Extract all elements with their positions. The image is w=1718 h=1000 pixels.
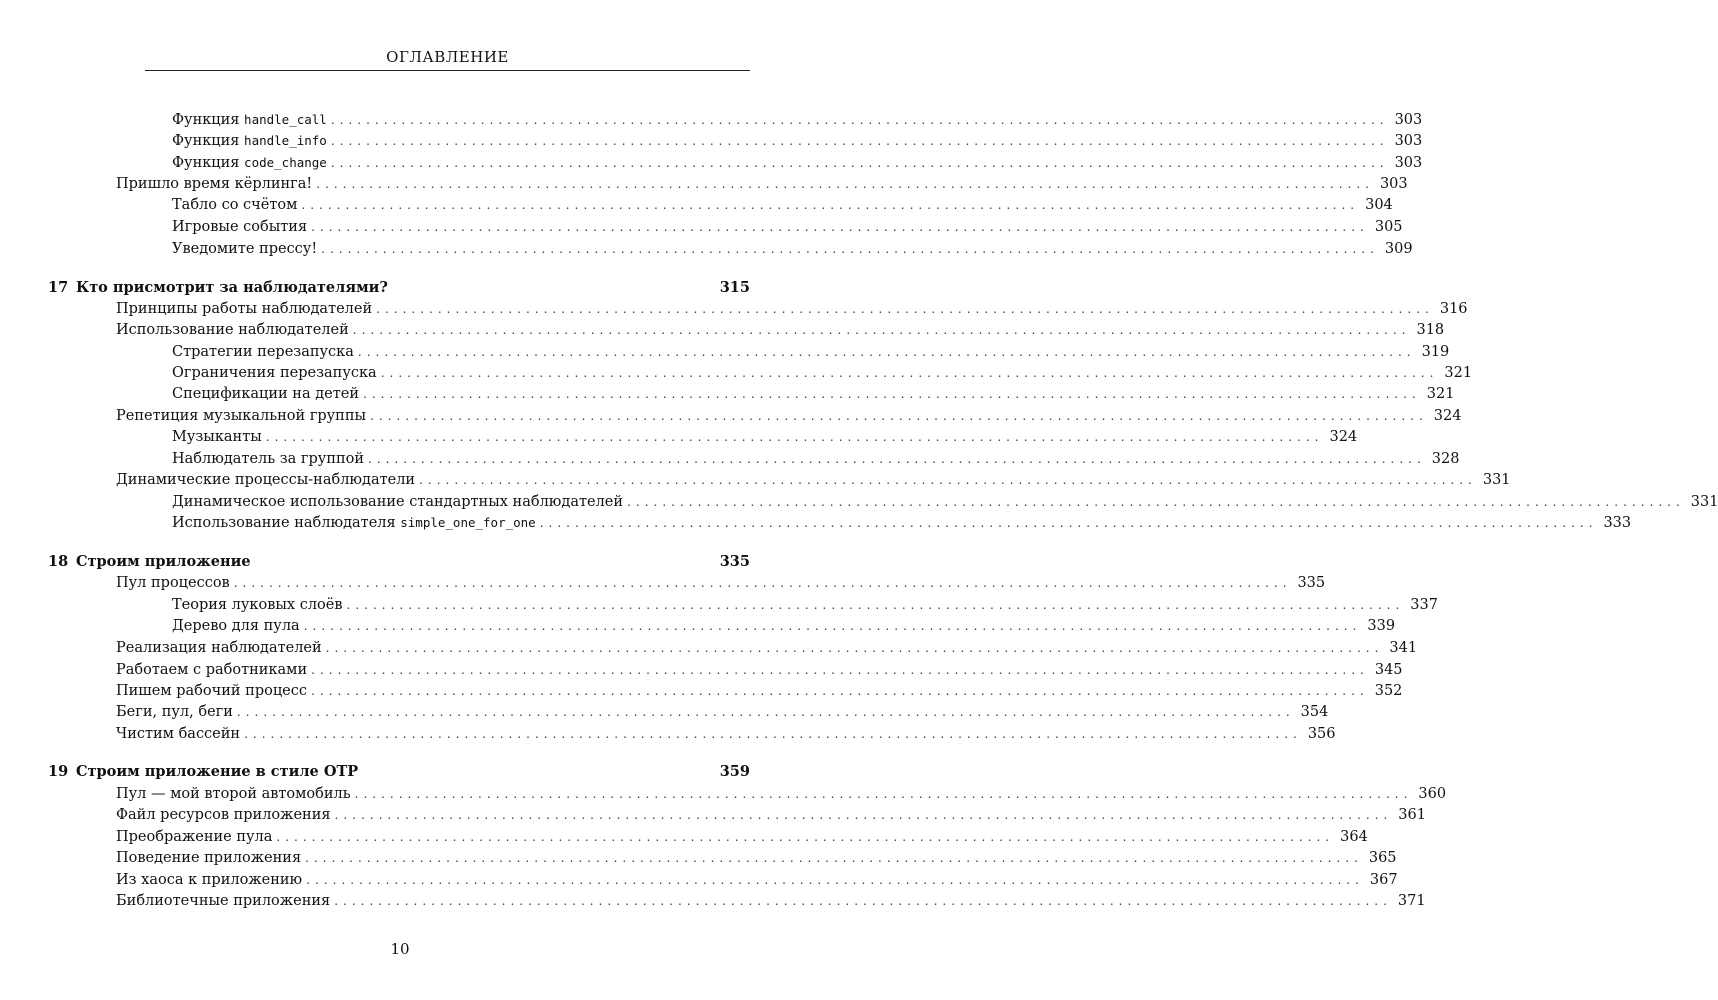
dot-leader: ........................................................................................................................ [539, 516, 1598, 530]
dot-leader: ........................................................................................................................ [354, 787, 1413, 801]
toc-entry-title [172, 217, 307, 237]
toc-page-number: 309 [1384, 241, 1413, 257]
toc-entry[interactable] [116, 299, 1468, 319]
toc-page-number: 328 [1431, 451, 1460, 467]
toc-page-number: 318 [1416, 322, 1445, 338]
toc-page-number: 335 [719, 553, 750, 570]
toc-page-number: 304 [1365, 197, 1393, 213]
dot-leader: ........................................................................................................................ [265, 430, 1324, 444]
title-text: Строим приложение [76, 553, 251, 570]
title-text: Использование наблюдателей [116, 322, 349, 338]
toc-entry-title [172, 384, 359, 404]
dot-leader: ........................................................................................................................ [376, 302, 1434, 316]
toc-page-number: 303 [1394, 133, 1423, 149]
toc-entry[interactable] [172, 616, 1396, 636]
toc-entry-title [116, 174, 312, 194]
toc-entry[interactable] [116, 681, 1403, 701]
title-text: Преображение пула [116, 829, 273, 845]
toc-entry[interactable] [116, 870, 1398, 890]
title-text: Работаем с работниками [116, 662, 308, 678]
toc-entry-title [116, 638, 322, 658]
toc-entry[interactable] [116, 660, 1403, 680]
toc-entry[interactable] [172, 153, 1423, 173]
title-text: Реализация наблюдателей [116, 640, 322, 656]
toc-entry[interactable] [116, 827, 1368, 847]
toc-page-number: 367 [1369, 872, 1398, 888]
toc-entry-title [116, 848, 301, 868]
chapter-number: 17 [48, 279, 69, 296]
title-text: Ограничения перезапуска [172, 365, 377, 381]
dot-leader: ........................................................................................................................ [311, 663, 1369, 677]
toc-entry[interactable] [172, 217, 1403, 237]
toc-page-number: 335 [1297, 575, 1326, 591]
title-text: Из хаоса к приложению [116, 872, 303, 888]
title-text: Динамические процессы-наблюдатели [116, 472, 416, 488]
toc-entry[interactable] [172, 595, 1438, 615]
toc-entry[interactable] [116, 406, 1462, 426]
toc-entry[interactable] [116, 891, 1426, 911]
title-text: Принципы работы наблюдателей [116, 301, 373, 317]
toc-entry[interactable] [116, 702, 1329, 722]
title-text: Кто присмотрит за наблюдателями? [76, 279, 388, 296]
title-text: Табло со счётом [172, 197, 298, 213]
dot-leader: ........................................................................................................................ [357, 345, 1416, 359]
toc-entry-title [172, 363, 377, 383]
toc-entry-title [116, 805, 331, 825]
toc-entry[interactable] [116, 573, 1326, 593]
toc-page-number: 361 [1398, 807, 1426, 823]
toc-entry-title [116, 406, 366, 426]
title-text: Репетиция музыкальной группы [116, 408, 367, 424]
toc-entry[interactable] [116, 784, 1447, 804]
toc-entry-title [172, 513, 536, 533]
dot-leader: ........................................................................................................................ [368, 452, 1426, 466]
dot-leader: ........................................................................................................................ [325, 641, 1384, 655]
toc-page-number: 319 [1421, 344, 1450, 360]
toc-entry[interactable] [172, 363, 1473, 383]
toc-entry[interactable] [172, 239, 1413, 259]
title-text: Уведомите прессу! [172, 241, 318, 257]
dot-leader: ........................................................................................................................ [334, 894, 1392, 908]
title-text: Строим приложение в стиле OTP [76, 763, 359, 780]
toc-entry[interactable] [172, 492, 1718, 512]
toc-page-number: 356 [1307, 726, 1336, 742]
dot-leader: ........................................................................................................................ [233, 576, 1292, 590]
page-header-title: ОГЛАВЛЕНИЕ [386, 48, 509, 66]
toc-page-number: 315 [719, 279, 750, 296]
page-number: 10 [390, 940, 410, 958]
toc-page-number: 321 [1426, 386, 1455, 402]
title-text: Пришло время кёрлинга! [116, 176, 313, 192]
toc-entry-title [116, 724, 240, 744]
chapter-number: 18 [48, 553, 69, 570]
toc-entry-title [172, 342, 354, 362]
code-identifier: handle_call [244, 112, 327, 127]
title-text: Пишем рабочий процесс [116, 683, 307, 699]
toc-page-number: 316 [1439, 301, 1468, 317]
toc-page-number: 365 [1368, 850, 1397, 866]
toc-entry-title [116, 702, 233, 722]
toc-entry-title [116, 681, 307, 701]
dot-leader: ........................................................................................................................ [346, 598, 1405, 612]
toc-entry-title [116, 320, 349, 340]
toc-entry-title [116, 660, 307, 680]
title-text: Стратегии перезапуска [172, 344, 354, 360]
dot-leader: ........................................................................................................................ [627, 495, 1685, 509]
dot-leader: ........................................................................................................................ [306, 873, 1364, 887]
toc-entry[interactable] [172, 342, 1450, 362]
toc-page-number: 345 [1374, 662, 1403, 678]
toc-entry-title [116, 573, 230, 593]
toc-entry-title [172, 195, 297, 215]
toc-page-number: 324 [1329, 429, 1358, 445]
toc-entry[interactable] [116, 724, 1336, 744]
title-text: Наблюдатель за группой [172, 451, 365, 467]
toc-entry-title [116, 891, 330, 911]
toc-entry[interactable] [172, 131, 1423, 151]
toc-entry-title [116, 299, 372, 319]
title-text: Музыканты [172, 429, 262, 445]
dot-leader: ........................................................................................................................ [244, 727, 1302, 741]
chapter-number: 19 [48, 763, 69, 780]
dot-leader: ........................................................................................................................ [303, 619, 1362, 633]
toc-entry[interactable] [116, 638, 1418, 658]
dot-leader: ........................................................................................................................ [321, 242, 1379, 256]
title-text: Беги, пул, беги [116, 704, 233, 720]
toc-page-number: 331 [1482, 472, 1511, 488]
toc-entry-title [172, 427, 262, 447]
toc-page-number: 305 [1374, 219, 1403, 235]
title-text: Пул — мой второй автомобиль [116, 786, 351, 802]
dot-leader: ........................................................................................................................ [276, 830, 1335, 844]
dot-leader: ........................................................................................................................ [419, 473, 1477, 487]
title-text: Чистим бассейн [116, 726, 241, 742]
toc-page-number: 352 [1374, 683, 1403, 699]
toc-entry-title [48, 552, 251, 572]
toc-page-number: 333 [1603, 515, 1632, 531]
toc-entry-title [172, 110, 327, 130]
code-identifier: code_change [244, 155, 327, 170]
toc-entry-title [116, 827, 272, 847]
title-text: Файл ресурсов приложения [116, 807, 331, 823]
toc-chapter-entry[interactable] [48, 278, 750, 298]
dot-leader: ........................................................................................................................ [236, 705, 1295, 719]
toc-page-number: 331 [1690, 494, 1718, 510]
dot-leader: ........................................................................................................................ [352, 323, 1411, 337]
toc-page-number: 339 [1367, 618, 1396, 634]
title-text: Теория луковых слоёв [172, 597, 343, 613]
toc-page-number: 371 [1397, 893, 1426, 909]
toc-page-number: 303 [1394, 155, 1423, 171]
toc-entry[interactable] [172, 449, 1460, 469]
title-text: Использование наблюдателя [172, 515, 401, 531]
dot-leader: ........................................................................................................................ [311, 684, 1369, 698]
title-text: Пул процессов [116, 575, 230, 591]
toc-page-number: 359 [719, 763, 750, 780]
toc-entry[interactable] [172, 513, 1632, 533]
toc-entry[interactable] [116, 805, 1426, 825]
toc-page-number: 364 [1340, 829, 1368, 845]
toc-page-number: 321 [1444, 365, 1473, 381]
title-text: Дерево для пула [172, 618, 300, 634]
title-text: Библиотечные приложения [116, 893, 331, 909]
toc-page-number: 354 [1300, 704, 1329, 720]
toc-entry[interactable] [116, 174, 1408, 194]
toc-entry[interactable] [172, 427, 1358, 447]
toc-page-number: 303 [1394, 112, 1423, 128]
dot-leader: ........................................................................................................................ [334, 808, 1393, 822]
dot-leader: ........................................................................................................................ [316, 177, 1374, 191]
dot-leader: ........................................................................................................................ [311, 220, 1369, 234]
dot-leader: ........................................................................................................................ [370, 409, 1428, 423]
toc-page-number: 303 [1379, 176, 1408, 192]
title-text: Динамическое использование стандартных наблюдателей [172, 494, 624, 510]
toc-entry[interactable] [172, 384, 1455, 404]
toc-entry-title [172, 595, 343, 615]
toc-entry-title [116, 470, 415, 490]
toc-entry-title [172, 492, 623, 512]
code-identifier: simple_one_for_one [400, 515, 536, 530]
title-text: Функция [172, 155, 245, 171]
toc-entry-title [172, 153, 327, 173]
toc-page-number: 341 [1389, 640, 1418, 656]
toc-entry-title [172, 239, 317, 259]
dot-leader: ........................................................................................................................ [330, 113, 1389, 127]
title-text: Спецификации на детей [172, 386, 360, 402]
toc-chapter-entry[interactable] [48, 552, 750, 572]
dot-leader: ........................................................................................................................ [301, 198, 1360, 212]
toc-entry[interactable] [172, 110, 1423, 130]
dot-leader: ........................................................................................................................ [330, 134, 1389, 148]
toc-entry[interactable] [172, 195, 1393, 215]
toc-entry-title [172, 616, 300, 636]
toc-entry-title [48, 278, 388, 298]
title-text: Функция [172, 133, 245, 149]
toc-entry[interactable] [116, 320, 1445, 340]
toc-entry-title [48, 762, 358, 782]
toc-entry-title [116, 784, 351, 804]
title-text: Поведение приложения [116, 850, 302, 866]
toc-entry-title [172, 131, 327, 151]
toc-chapter-entry[interactable] [48, 762, 750, 782]
dot-leader: ........................................................................................................................ [330, 156, 1389, 170]
toc-entry-title [116, 870, 302, 890]
toc-entry[interactable] [116, 848, 1397, 868]
code-identifier: handle_info [244, 133, 327, 148]
dot-leader: ........................................................................................................................ [380, 366, 1439, 380]
title-text: Игровые события [172, 219, 308, 235]
title-text: Функция [172, 112, 245, 128]
toc-entry-title [172, 449, 364, 469]
toc-entry[interactable] [116, 470, 1511, 490]
dot-leader: ........................................................................................................................ [363, 387, 1421, 401]
toc-page-number: 337 [1410, 597, 1438, 613]
toc-page-number: 360 [1418, 786, 1447, 802]
toc-page-number: 324 [1433, 408, 1462, 424]
dot-leader: ........................................................................................................................ [305, 851, 1363, 865]
